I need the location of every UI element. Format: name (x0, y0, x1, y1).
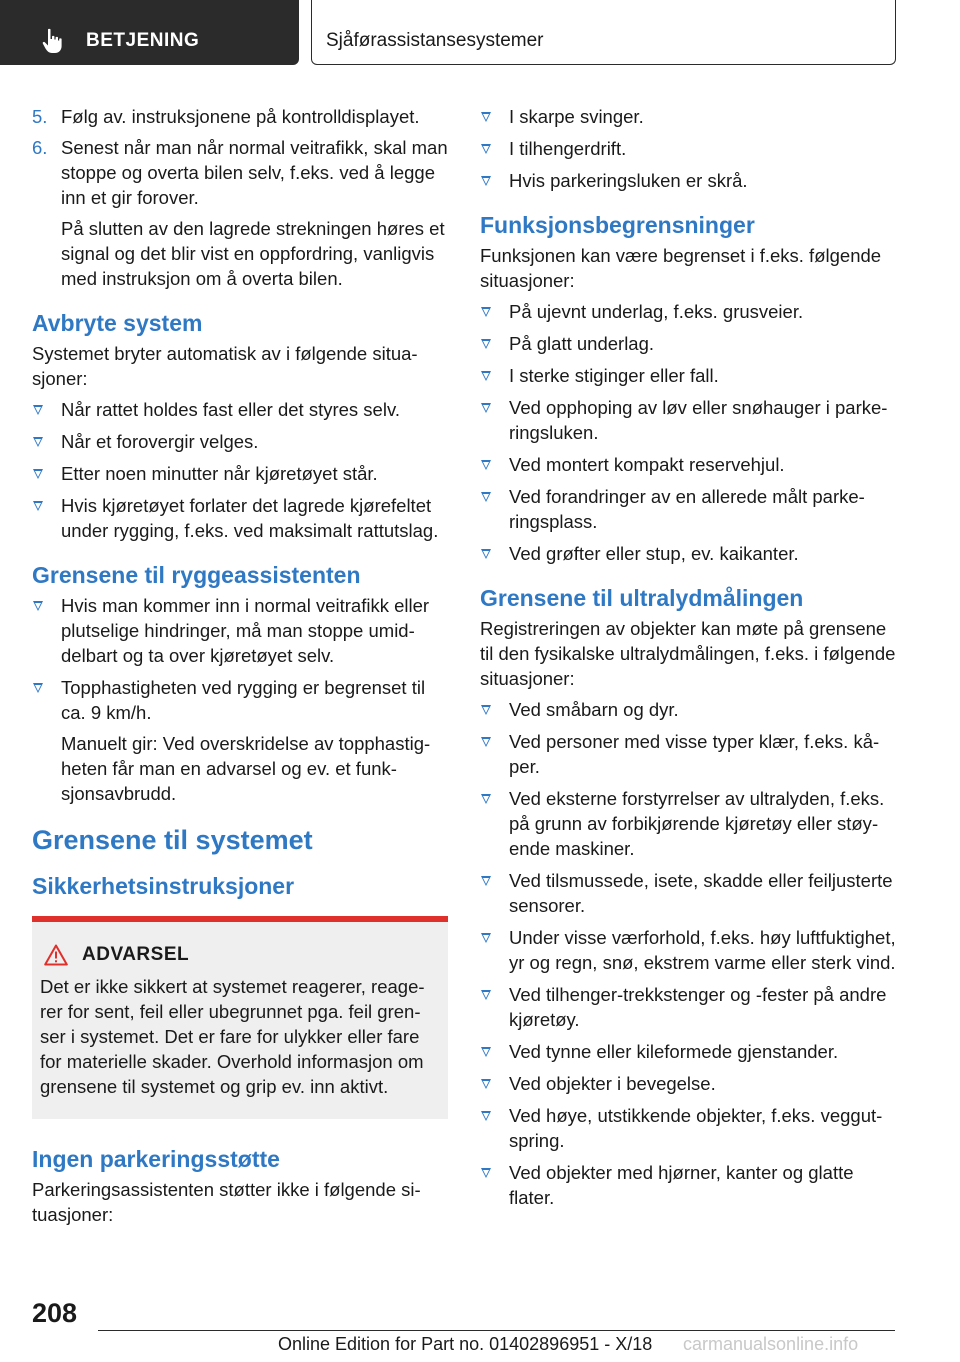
system-limits-heading: Grensene til systemet (32, 825, 313, 855)
list-item-text: På ujevnt underlag, f.eks. grusveier. (509, 301, 804, 322)
reverse-limits-heading: Grensene til ryggeassistenten (32, 562, 361, 588)
step-text: Følg av. instruksjonene på kontrolldisplayet. (61, 106, 420, 127)
bullet-triangle-icon (33, 601, 43, 611)
step-text: Senest når man når normal veitrafikk, skal man stoppe og overta bilen selv, f.eks. ved å legge inn et gir forover. (61, 137, 448, 208)
chapter-tab (311, 0, 896, 65)
no-support-list (480, 104, 898, 193)
list-item (480, 1103, 898, 1153)
function-limits-intro: Funksjonen kan være begrenset i f.eks. følgende situasjoner: (480, 245, 882, 291)
list-item-text: Ved høye, utstikkende objekter, f.eks. veggutspring. (509, 1105, 883, 1151)
list-item (480, 452, 898, 477)
abort-list (32, 397, 448, 543)
bullet-triangle-icon (481, 705, 491, 715)
list-item (480, 1039, 898, 1064)
warning-label: ADVARSEL (82, 944, 190, 965)
section-label: BETJENING (86, 30, 200, 51)
list-item (480, 729, 898, 779)
step-item (32, 135, 448, 291)
function-limits-heading: Funksjonsbegrensninger (480, 212, 755, 238)
list-item-text: Når rattet holdes fast eller det styres selv. (61, 399, 400, 420)
list-item-text: Ved tilhenger-trekkstenger og -fester på andre kjøretøy. (509, 984, 887, 1030)
list-item-text: Hvis kjøretøyet forlater det lagrede kjørefeltet under rygging, f.eks. ved maksimalt rattutslag. (61, 495, 439, 541)
bullet-triangle-icon (33, 405, 43, 415)
list-item (480, 1160, 898, 1210)
list-item (32, 593, 448, 668)
ultrasound-limits-intro: Registreringen av objekter kan møte på grensene til den fysikalske ultralydmålingen, f.eks. i følgende situasjoner: (480, 618, 896, 689)
bullet-triangle-icon (481, 307, 491, 317)
bullet-triangle-icon (481, 794, 491, 804)
bullet-triangle-icon (481, 112, 491, 122)
pointing-hand-icon (42, 28, 64, 54)
list-item (480, 395, 898, 445)
step-number: 6. (32, 137, 48, 158)
list-item-text: Ved forandringer av en allerede målt parkeringsplass. (509, 486, 865, 532)
bullet-triangle-icon (481, 1111, 491, 1121)
bullet-triangle-icon (481, 144, 491, 154)
section-tab (0, 0, 299, 65)
bullet-triangle-icon (481, 737, 491, 747)
list-item-text: Ved eksterne forstyrrelser av ultralyden, f.eks. på grunn av forbikjørende kjøretøy eller støyende maskiner. (509, 788, 885, 859)
list-item (480, 541, 898, 566)
safety-heading: Sikkerhetsinstruksjoner (32, 873, 295, 899)
list-item-text: Ved montert kompakt reservehjul. (509, 454, 785, 475)
list-item-text: I tilhengerdrift. (509, 138, 627, 159)
list-item-note: Manuelt gir: Ved overskridelse av topphastigheten får man en advarsel og ev. et funksjonsavbrudd. (61, 733, 431, 804)
list-item-text: Etter noen minutter når kjøretøyet står. (61, 463, 378, 484)
step-item (32, 104, 448, 129)
list-item-text: Ved objekter i bevegelse. (509, 1073, 716, 1094)
bullet-triangle-icon (481, 403, 491, 413)
list-item (480, 331, 898, 356)
list-item-text: Når et forovergir velges. (61, 431, 259, 452)
list-item (480, 786, 898, 861)
list-item-text: I skarpe svinger. (509, 106, 644, 127)
list-item (480, 484, 898, 534)
no-support-intro: Parkeringsassistenten støtter ikke i følgende situasjoner: (32, 1179, 421, 1225)
list-item (480, 363, 898, 388)
list-item (32, 493, 448, 543)
footer-divider (98, 1330, 895, 1331)
list-item (480, 104, 898, 129)
reverse-limits-list (32, 593, 448, 806)
function-limits-list (480, 299, 898, 566)
list-item-text: Ved personer med visse typer klær, f.eks. kåper. (509, 731, 880, 777)
bullet-triangle-icon (481, 176, 491, 186)
list-item-text: Under visse værforhold, f.eks. høy luftfuktighet, yr og regn, snø, ekstrem varme eller sterk vind. (509, 927, 896, 973)
list-item (480, 168, 898, 193)
list-item (32, 429, 448, 454)
abort-intro: Systemet bryter automatisk av i følgende situasjoner: (32, 343, 418, 389)
bullet-triangle-icon (481, 990, 491, 1000)
watermark: carmanualsonline.info (683, 1334, 859, 1354)
list-item-text: Ved småbarn og dyr. (509, 699, 679, 720)
chapter-title: Sjåførassistansesystemer (326, 30, 544, 51)
list-item-text: Topphastigheten ved rygging er begrenset til ca. 9 km/h. (61, 677, 426, 723)
ultrasound-limits-heading: Grensene til ultralydmålingen (480, 585, 804, 611)
bullet-triangle-icon (481, 460, 491, 470)
bullet-triangle-icon (481, 876, 491, 886)
list-item-text: Ved opphoping av løv eller snøhauger i parkeringsluken. (509, 397, 888, 443)
list-item (480, 868, 898, 918)
list-item (32, 675, 448, 806)
bullet-triangle-icon (481, 549, 491, 559)
abort-heading: Avbryte system (32, 310, 203, 336)
warning-box (32, 916, 448, 1119)
bullet-triangle-icon (481, 1168, 491, 1178)
page-number: 208 (32, 1298, 78, 1328)
list-item (32, 461, 448, 486)
list-item-text: På glatt underlag. (509, 333, 655, 354)
list-item (480, 299, 898, 324)
list-item (480, 136, 898, 161)
bullet-triangle-icon (481, 492, 491, 502)
bullet-triangle-icon (481, 371, 491, 381)
bullet-triangle-icon (33, 469, 43, 479)
bullet-triangle-icon (481, 933, 491, 943)
list-item (32, 397, 448, 422)
bullet-triangle-icon (481, 1079, 491, 1089)
list-item-text: Ved tynne eller kileformede gjenstander. (509, 1041, 839, 1062)
list-item-text: Ved tilsmussede, isete, skadde eller feiljusterte sensorer. (509, 870, 893, 916)
list-item (480, 1071, 898, 1096)
step-number: 5. (32, 106, 48, 127)
bullet-triangle-icon (33, 437, 43, 447)
list-item-text: Hvis parkeringsluken er skrå. (509, 170, 748, 191)
bullet-triangle-icon (481, 339, 491, 349)
step-note: På slutten av den lagrede strekningen høres et signal og det blir vist en oppfordring, vanligvis med instruksjon om å overta bilen. (61, 218, 445, 289)
list-item-text: Hvis man kommer inn i normal veitrafikk eller plutselige hindringer, må man stoppe umiddelbart og ta over kjøretøyet selv. (61, 595, 430, 666)
step-list (32, 104, 448, 291)
left-column (32, 104, 448, 1233)
ultrasound-limits-list (480, 697, 898, 1210)
list-item-text: I sterke stiginger eller fall. (509, 365, 719, 386)
list-item-text: Ved objekter med hjørner, kanter og glatte flater. (509, 1162, 854, 1208)
warning-text: Det er ikke sikkert at systemet reagerer, reagerer for sent, feil eller ubegrunnet pga. feil grenser i systemet. Det er fare for ulykker eller fare for materielle skader. Overhold informasjon om grensene til systemet og grip ev. inn aktivt. (40, 976, 425, 1097)
warning-title (40, 944, 440, 966)
no-support-heading: Ingen parkeringsstøtte (32, 1146, 280, 1172)
list-item (480, 982, 898, 1032)
right-column (480, 104, 898, 1217)
list-item (480, 925, 898, 975)
list-item-text: Ved grøfter eller stup, ev. kaikanter. (509, 543, 799, 564)
warning-triangle-icon (44, 944, 68, 966)
list-item (480, 697, 898, 722)
bullet-triangle-icon (33, 501, 43, 511)
edition-text: Online Edition for Part no. 01402896951 - X/18 (278, 1334, 653, 1354)
bullet-triangle-icon (481, 1047, 491, 1057)
bullet-triangle-icon (33, 683, 43, 693)
